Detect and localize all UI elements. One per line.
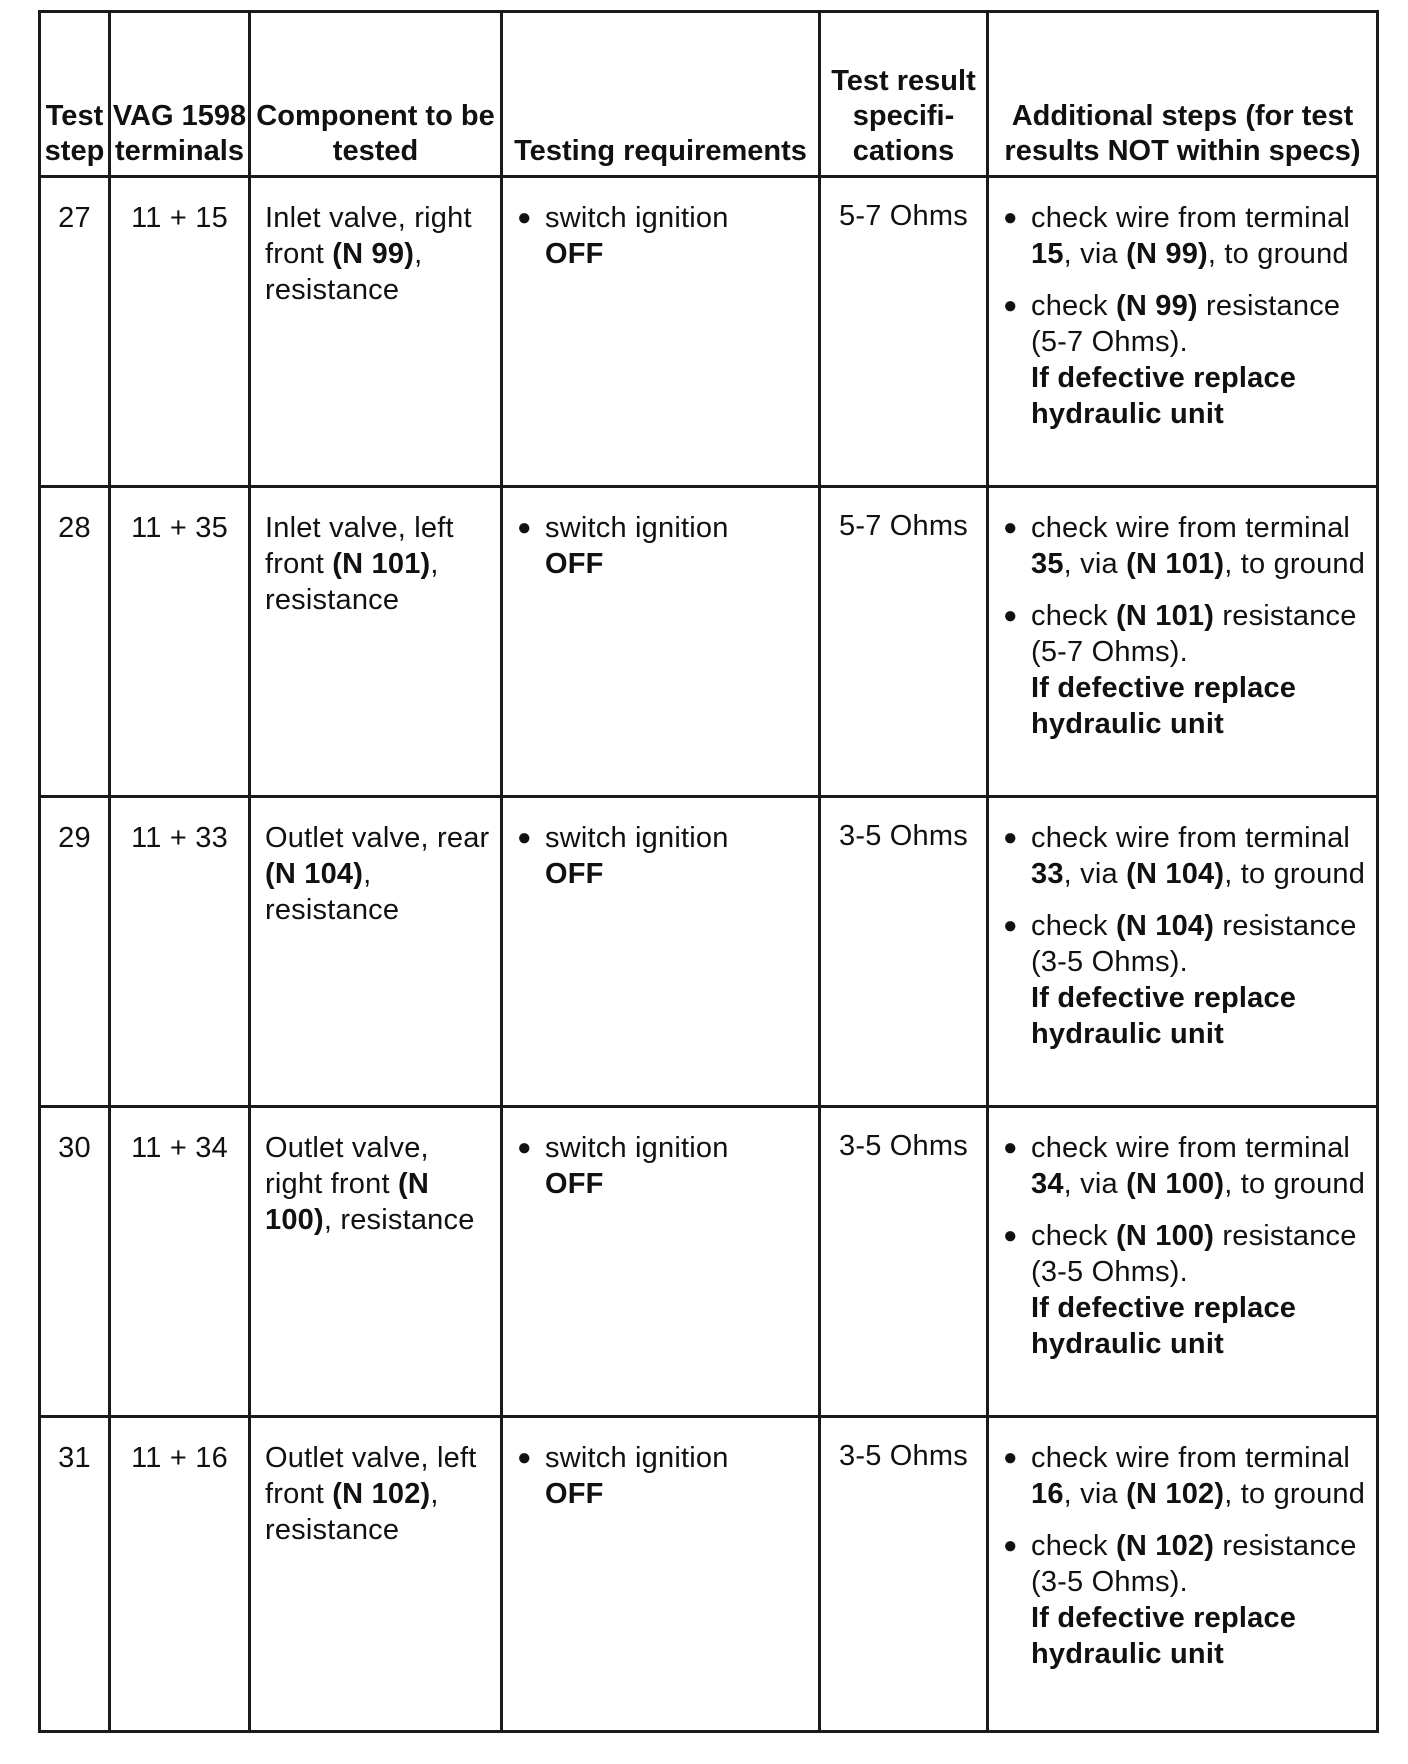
bullet-icon: ●: [1003, 292, 1018, 319]
component-cell: [250, 797, 502, 1107]
requirements-cell: [502, 177, 820, 487]
component-code: (N 104): [265, 858, 364, 890]
table-row: [40, 1107, 1378, 1417]
bullet-icon: ●: [1003, 912, 1018, 939]
terminals-cell: 11 + 33: [110, 797, 250, 1107]
bullet-icon: ●: [1003, 824, 1018, 851]
component-text: Outlet valve, rear: [265, 822, 490, 854]
bullet-icon: ●: [1003, 1532, 1018, 1559]
requirement-item: [517, 1130, 808, 1202]
additional-step-item: [1003, 1528, 1366, 1672]
component-cell: [250, 1107, 502, 1417]
header-component: Component to be tested: [250, 12, 502, 177]
specification-cell: 5-7 Ohms: [820, 177, 988, 487]
terminal-number: 33: [1031, 858, 1064, 890]
component-text: Outlet valve, right front: [265, 1132, 429, 1200]
header-specifications: Test result specifi- cations: [820, 12, 988, 177]
replace-instruction: If defective replace hydraulic unit: [1031, 1602, 1297, 1670]
terminal-number: 35: [1031, 548, 1064, 580]
component-code: (N 104): [1126, 858, 1225, 890]
requirement-state: OFF: [545, 1168, 604, 1200]
component-text: Inlet valve, left front: [265, 512, 454, 580]
replace-instruction: If defective replace hydraulic unit: [1031, 982, 1297, 1050]
component-code: (N 101): [1126, 548, 1225, 580]
replace-instruction: If defective replace hydraulic unit: [1031, 672, 1297, 740]
component-code: (N 99): [1126, 238, 1208, 270]
component-code: (N 99): [1116, 290, 1198, 322]
additional-steps-cell: [988, 1107, 1378, 1417]
specification-cell: 3-5 Ohms: [820, 1417, 988, 1732]
bullet-icon: ●: [1003, 1134, 1018, 1161]
component-text: Outlet valve, left front: [265, 1442, 477, 1510]
requirement-state: OFF: [545, 1478, 604, 1510]
terminals-cell: 11 + 34: [110, 1107, 250, 1417]
additional-step-item: [1003, 200, 1366, 272]
additional-step-item: [1003, 820, 1366, 892]
step-text: , to ground: [1224, 548, 1366, 580]
requirement-state: OFF: [545, 858, 604, 890]
step-text: , to ground: [1224, 1478, 1366, 1510]
component-text: Inlet valve, right front: [265, 202, 472, 270]
additional-steps-cell: [988, 1417, 1378, 1732]
additional-step-item: [1003, 598, 1366, 742]
step-text: resistance (5-7 Ohms).: [1031, 290, 1341, 358]
bullet-icon: ●: [1003, 514, 1018, 541]
additional-step-item: [1003, 1130, 1366, 1202]
terminal-number: 34: [1031, 1168, 1064, 1200]
step-text: check wire from terminal: [1031, 1132, 1351, 1164]
component-suffix: , resistance: [265, 548, 439, 616]
step-text: , to ground: [1224, 1168, 1366, 1200]
step-text: check: [1031, 1530, 1117, 1562]
terminals-cell: 11 + 15: [110, 177, 250, 487]
header-vag-terminals: VAG 1598 terminals: [110, 12, 250, 177]
step-text: resistance (5-7 Ohms).: [1031, 600, 1357, 668]
requirements-cell: [502, 487, 820, 797]
step-text: resistance (3-5 Ohms).: [1031, 1530, 1357, 1598]
additional-step-item: [1003, 288, 1366, 432]
table-row: [40, 487, 1378, 797]
additional-step-item: [1003, 510, 1366, 582]
component-suffix: , resistance: [265, 1478, 439, 1546]
requirement-item: [517, 200, 808, 272]
component-suffix: , resistance: [265, 238, 423, 306]
component-code: (N 102): [1116, 1530, 1215, 1562]
step-text: check: [1031, 290, 1117, 322]
step-text: , via: [1063, 1478, 1127, 1510]
additional-steps-cell: [988, 487, 1378, 797]
requirements-cell: [502, 797, 820, 1107]
component-code: (N 104): [1116, 910, 1215, 942]
test-step-cell: 29: [40, 797, 110, 1107]
component-suffix: , resistance: [323, 1204, 475, 1236]
bullet-icon: ●: [1003, 1222, 1018, 1249]
bullet-icon: ●: [1003, 204, 1018, 231]
table-row: [40, 1417, 1378, 1732]
step-text: , via: [1063, 858, 1127, 890]
test-step-cell: 31: [40, 1417, 110, 1732]
requirements-cell: [502, 1107, 820, 1417]
step-text: resistance (3-5 Ohms).: [1031, 910, 1357, 978]
header-row: [40, 12, 1378, 177]
step-text: check: [1031, 1220, 1117, 1252]
requirement-text: switch ignition: [545, 202, 729, 234]
bullet-icon: ●: [517, 1444, 532, 1471]
replace-instruction: If defective replace hydraulic unit: [1031, 362, 1297, 430]
component-cell: [250, 487, 502, 797]
component-code: (N 102): [332, 1478, 431, 1510]
bullet-icon: ●: [1003, 602, 1018, 629]
step-text: , to ground: [1224, 858, 1366, 890]
specification-cell: 3-5 Ohms: [820, 797, 988, 1107]
additional-step-item: [1003, 1218, 1366, 1362]
component-cell: [250, 1417, 502, 1732]
step-text: check wire from terminal: [1031, 822, 1351, 854]
requirement-item: [517, 510, 808, 582]
terminals-cell: 11 + 16: [110, 1417, 250, 1732]
header-requirements: Testing requirements: [502, 12, 820, 177]
step-text: , via: [1063, 238, 1127, 270]
header-test-step: Test step: [40, 12, 110, 177]
requirement-item: [517, 1440, 808, 1512]
test-step-cell: 28: [40, 487, 110, 797]
component-code: (N 100): [265, 1168, 429, 1236]
table-body: [40, 177, 1378, 1732]
additional-step-item: [1003, 1440, 1366, 1512]
requirement-text: switch ignition: [545, 1132, 729, 1164]
step-text: , to ground: [1207, 238, 1349, 270]
step-text: check: [1031, 910, 1117, 942]
requirements-cell: [502, 1417, 820, 1732]
table-header: [40, 12, 1378, 177]
step-text: check wire from terminal: [1031, 512, 1351, 544]
terminals-cell: 11 + 35: [110, 487, 250, 797]
component-code: (N 100): [1126, 1168, 1225, 1200]
test-procedure-table: [38, 10, 1379, 1733]
additional-steps-cell: [988, 177, 1378, 487]
requirement-text: switch ignition: [545, 1442, 729, 1474]
requirement-item: [517, 820, 808, 892]
component-code: (N 101): [1116, 600, 1215, 632]
component-code: (N 99): [332, 238, 415, 270]
requirement-state: OFF: [545, 548, 604, 580]
bullet-icon: ●: [1003, 1444, 1018, 1471]
test-step-cell: 30: [40, 1107, 110, 1417]
step-text: check wire from terminal: [1031, 202, 1351, 234]
requirement-text: switch ignition: [545, 512, 729, 544]
specification-cell: 3-5 Ohms: [820, 1107, 988, 1417]
bullet-icon: ●: [517, 824, 532, 851]
terminal-number: 16: [1031, 1478, 1064, 1510]
step-text: , via: [1063, 548, 1127, 580]
terminal-number: 15: [1031, 238, 1064, 270]
additional-steps-cell: [988, 797, 1378, 1107]
bullet-icon: ●: [517, 514, 532, 541]
replace-instruction: If defective replace hydraulic unit: [1031, 1292, 1297, 1360]
step-text: check: [1031, 600, 1117, 632]
component-cell: [250, 177, 502, 487]
requirement-state: OFF: [545, 238, 604, 270]
specification-cell: 5-7 Ohms: [820, 487, 988, 797]
component-code: (N 101): [332, 548, 431, 580]
additional-step-item: [1003, 908, 1366, 1052]
step-text: resistance (3-5 Ohms).: [1031, 1220, 1357, 1288]
header-additional-steps: Additional steps (for test results NOT within specs): [988, 12, 1378, 177]
step-text: check wire from terminal: [1031, 1442, 1351, 1474]
bullet-icon: ●: [517, 204, 532, 231]
bullet-icon: ●: [517, 1134, 532, 1161]
test-step-cell: 27: [40, 177, 110, 487]
component-code: (N 100): [1116, 1220, 1215, 1252]
step-text: , via: [1063, 1168, 1127, 1200]
table-row: [40, 797, 1378, 1107]
table-row: [40, 177, 1378, 487]
component-code: (N 102): [1126, 1478, 1225, 1510]
requirement-text: switch ignition: [545, 822, 729, 854]
component-suffix: , resistance: [265, 858, 400, 926]
